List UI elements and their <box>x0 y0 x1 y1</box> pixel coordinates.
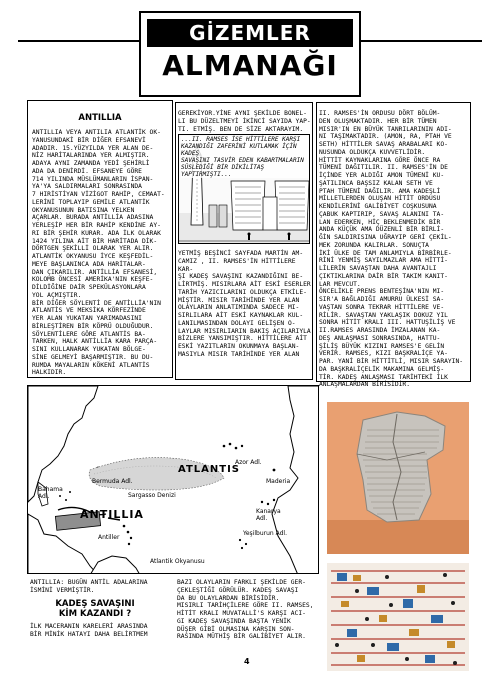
atlantic-map <box>27 385 319 574</box>
map-label-yesilburun: Yeşilburun Adl. <box>243 530 287 537</box>
kadesh-heading: KADEŞ SAVAŞINI KİM KAZANDI ? <box>55 599 135 619</box>
obelisk-relief-illustration <box>178 134 310 244</box>
map-label-sargasso: Sargasso Denizi <box>128 492 176 499</box>
antillia-body: ANTILLIA VEYA ANTILIA ATLANTİK OK- YANUSUNDAKİ BİR DİĞER EFSANEVİ ADADIR. 15.YÜZYILDA YER ALAN DE- NİZ HARİTALARINDA YER ALMIŞTIR. ADAYA AYNI ZAMANDA YEDİ ŞEHİRLİ ADA DA DENİRDİ. EFSANEYE GÖRE 714 YILINDA MÜSLÜMANLARIN İSPAN- YA'YA SALDIRMALARI SONRASINDA 7 HIRİSTİYAN VİZİGOT RAHİP, CEMAAT- LERİNİ TOPLAYIP GEMİLE ATLANTİK OKYANUSUNUN BATISINA YELKEN AÇARLAR. BURADA ANTİLLİA ADASINA YERLEŞİP HER BİR RAHİP KENDİNE AY- RI BİR ŞEHİR KURAR. ADA İLK OLARAK 1424 YILINA AİT BİR HARİTADA DİK- DÖRTGEN ŞEKİLLİ OLARAK YER ALIR. ATLANTİK OKYANUSU İYCE KEŞFEDİL- MEYE BAŞLANINCA ADA HARİTALAR- DAN ÇIKARILIR. ANTİLLİA EFSANESİ, KOLOMB ÖNCESİ AMERİKA'NIN KEŞFE- DİLDİĞİNE DAİR SPEKÜLASYONLARA YOL AÇMIŞTIR. BİR DİĞER SÖYLENTİ DE ANTİLLİA'NIN ATLANTİS VE MEKSİKA KÖRFEZİNDE YER ALAN YUKATAN YARIMADASINI BİRLEŞTİREN BİR KÖPRÜ OLDUĞUDUR. SÖYLENTİLERE GÖRE ATLANTİS BA- TARKEN, HALK ANTİLLİA KARA PARÇA- SINI KULLANARAK YUKATAN BÖLGE- SİNE GELMEYİ BAŞARMIŞTIR. BU DU- RUMDA MAYALARIN KÖKENİ ATLANTİS HALKIDIR. <box>32 129 165 377</box>
kadesh-top-text: GEREKİYOR.YİNE AYNI ŞEKİLDE BONEL- LI BU DÜZELTMEYİ İKİNCİ SAYIDA YAP- TI. ETMİŞ. BEN DE SİZE AKTARAYIM. <box>178 110 311 133</box>
battle-relief-drawing <box>327 563 469 671</box>
map-label-antillia: ANTILLIA <box>80 508 144 521</box>
map-label-kanarya: Kanarya Adl. <box>256 508 281 522</box>
page-title: ALMANAĞI <box>162 49 338 82</box>
battle-relief-photo <box>327 563 469 671</box>
kadesh-right-text: II. RAMSES'İN ORDUSU DÖRT BÖLÜM- DEN OLUŞMAKTADIR. HER BİR TÜMEN MISIR'IN EN BÜYÜK TANRILARININ ADI- NI TAŞIMAKTADIR. (AMON, RA, PTAH VE SETH) HİTTİLER SAVAŞ ARABALARI KO- NUSUNDA OLDUKÇA KUVVETLİDİR. HİTTİT KAYNAKLARINA GÖRE ÖNCE RA TÜMENİ DAĞITILIR. II. RAMSES'İN DE İÇİNDE YER ALDIĞI AMON TÜMENİ KU- ŞATILINCA BAŞSIZ KALAN SETH VE PTAH TÜMENİ DAĞILIR. AMA KADEŞLİ MİLLETLERDEN OLUŞAN HİTİT ORDUSU KENDİLERİNİ GALİBİYET COŞKUSUNA ÇABUK KAPTIRIP, SAVAŞ ALANINI TA- LAN EDERKEN, HİÇ BEKLENMEDİK BİR ANDA KÜÇÜK AMA DÜZENLİ BİR BİRLİ- ĞİN SALDIRISINA UĞRAYIP GERİ ÇEKİL- MEK ZORUNDA KALIRLAR. SONUÇTA İKİ ÜLKE DE TAM ANLAMIYLA BİRBİRLE- RİNİ YENMİŞ SAYILMAZLAR AMA HİTTİ- LİLERİN SAVAŞTAN DAHA AVANTAJLI ÇIKTIKLARINA DAİR BİR TAKIM KANIT- LAR MEVCUT. ÖNCELİKLE PRENS BENTEŞİNA'NIN MI- SIR'A BAĞLADIĞI AMURRU ÜLKESİ SA- VAŞTAN SONRA TEKRAR HİTTİLERE VE- RİLİR. SAVAŞTAN YAKLAŞIK DOKUZ YIL SONRA HİTİT KRALI III. HATTUŞİLİŞ VE II.RAMSES ARASINDA İMZALANAN KA- DEŞ ANLAŞMASI SONRASINDA, HATTU- ŞİLİŞ BÜYÜK KIZINI RAMSES'E GELİN VERİR. RAMSES, KIZI BAŞKRALİÇE YA- PAR. YANİ BİR HİTTİTLİ, MISIR SARAYIN- DA BAŞKRALİÇELİK MAKAMINA GELMİŞ- TİR. KADEŞ ANLAŞMASI TARİHTEKİ İLK ANLAŞMALARDAN BİRİSİDİR. <box>319 110 464 389</box>
map-label-azor: Azor Adl. <box>235 459 262 466</box>
title-bar: GİZEMLER <box>147 19 353 47</box>
map-label-atlantis: ATLANTIS <box>178 464 241 475</box>
page-number: 4 <box>244 657 250 666</box>
antillia-text-box <box>27 100 173 378</box>
map-label-madeira: Maderia <box>266 478 291 485</box>
map-label-bermuda: Bermuda Adl. <box>92 478 133 485</box>
kadesh-intro-text: İLK MACERANIN KARELERİ ARASINDA BİR MİNİK HATAYI DAHA BELİRTMEM <box>30 623 148 638</box>
title-box <box>139 11 361 97</box>
kadesh-middle-text: YETMİŞ BEŞİNCİ SAYFADA MARTİN AM- CAMIZ , II. RAMSES'İN HİTTİLERE KAR- ŞI KADEŞ SAVAŞINI KAZANDIĞINI BE- LİRTMİŞ. MISIRLARA AİT ESKİ ESERLER TARİH YAZICILARINI OLDUKÇA ETKİLE- MİŞTİR. MISIR TARİHİNDE YER ALAN OLAYLARIN ANLATIMINDA SADECE MI- SIRLILARA AİT ESKİ KAYNAKLAR KUL- LANILMASINDAN DOLAYI GELİŞEN O- LAYLAR MISIRLIARIN BAKIŞ AÇILARIYLA BİZLERE YANSIMIŞTIR. HİTTİLERE AİT ESKİ YAZITLARIN OKUNMAYA BAŞLAN- MASIYLA MISIR TARİHİNDE YER ALAN <box>178 250 311 358</box>
kadesh-tablet-photo <box>327 402 469 554</box>
relief-caption: ...II. RAMSES İSE HİTTİLERE KARŞI KAZANDIĞI ZAFERİNİ KUTLAMAK İÇİN KADEŞ SAVAŞINI TASVİR EDEN KABARTMALARIN SÜSLEDİĞİ BİR DİKİLİTAŞ YAPTIRMIŞTI... <box>181 136 309 178</box>
map-label-bahama: Bahama Adl. <box>38 486 63 500</box>
map-label-ocean: Atlantik Okyanusu <box>150 558 205 565</box>
tablet-drawing <box>327 402 469 554</box>
map-label-antiller: Antiller <box>98 534 120 541</box>
antillia-heading: ANTILLIA <box>78 113 122 123</box>
kadesh-bottom-text: BAZI OLAYLARIN FARKLI ŞEKİLDE GER- ÇEKLEŞTİĞİ GÖRÜLÜR. KADEŞ SAVAŞI DA BU OLAYLARDAN BİRİSİDİR. MISIRLI TARİHÇİLERE GÖRE II. RAMSES, HİTİT KRALI MUVATALLİ'S KARŞI ACI- GI KADEŞ SAVAŞINDA BAŞTA YENİK DÜŞER GİBİ OLMASINA KARŞIN SON- RASINDA MÜTHİŞ BİR GALİBİYET ALIR. <box>177 579 314 641</box>
map-caption: ANTILLIA: BUGÜN ANTİL ADALARINA İSMİNİ VERMİŞTİR. <box>30 579 148 594</box>
